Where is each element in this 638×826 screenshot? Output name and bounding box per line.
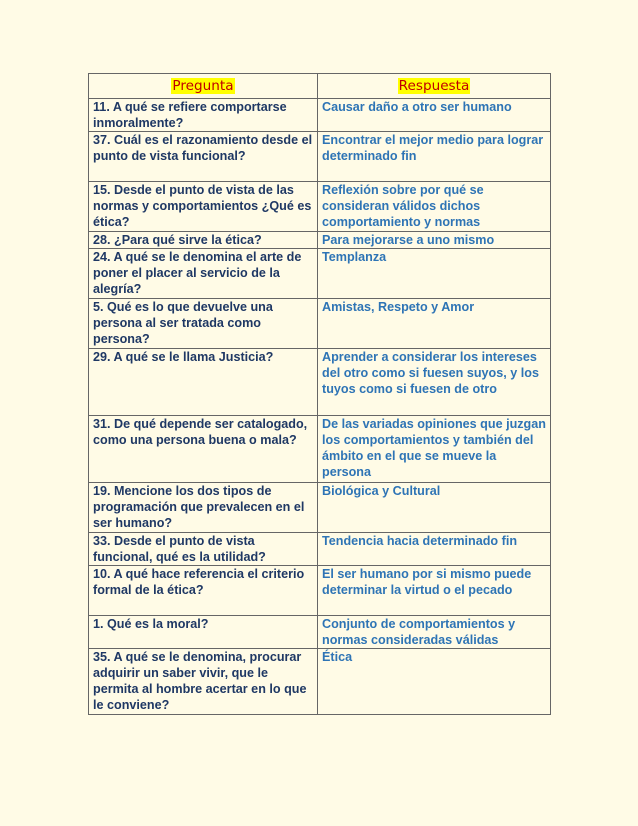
table-row <box>89 349 551 416</box>
question-cell: 11. A qué se refiere comportarse inmoralmente? <box>89 99 318 132</box>
header-question-label: Pregunta <box>172 78 234 94</box>
table-row <box>89 416 551 483</box>
question-cell: 35. A qué se le denomina, procurar adquirir un saber vivir, que le permita al hombre acertar en lo que le conviene? <box>89 649 318 715</box>
question-cell: 28. ¿Para qué sirve la ética? <box>89 232 318 249</box>
question-cell: 37. Cuál es el razonamiento desde el punto de vista funcional? <box>89 132 318 182</box>
question-cell: 29. A qué se le llama Justicia? <box>89 349 318 416</box>
table-row <box>89 299 551 349</box>
question-cell: 24. A qué se le denomina el arte de poner el placer al servicio de la alegría? <box>89 249 318 299</box>
table-row <box>89 483 551 533</box>
header-answer-label: Respuesta <box>398 78 470 94</box>
qa-table <box>88 73 551 715</box>
question-cell: 15. Desde el punto de vista de las normas y comportamientos ¿Qué es ética? <box>89 182 318 232</box>
table-row <box>89 616 551 649</box>
question-cell: 19. Mencione los dos tipos de programación que prevalecen en el ser humano? <box>89 483 318 533</box>
question-cell: 10. A qué hace referencia el criterio formal de la ética? <box>89 566 318 616</box>
table-row <box>89 99 551 132</box>
answer-cell: Para mejorarse a uno mismo <box>318 232 551 249</box>
answer-cell: El ser humano por si mismo puede determinar la virtud o el pecado <box>318 566 551 616</box>
question-cell: 5. Qué es lo que devuelve una persona al ser tratada como persona? <box>89 299 318 349</box>
question-cell: 31. De qué depende ser catalogado, como una persona buena o mala? <box>89 416 318 483</box>
table-header-row <box>89 74 551 99</box>
answer-cell: Aprender a considerar los intereses del otro como si fuesen suyos, y los tuyos como si fuesen de otro <box>318 349 551 416</box>
table-row <box>89 566 551 616</box>
answer-cell: Reflexión sobre por qué se consideran válidos dichos comportamiento y normas <box>318 182 551 232</box>
question-cell: 33. Desde el punto de vista funcional, qué es la utilidad? <box>89 533 318 566</box>
table-row <box>89 132 551 182</box>
table-row <box>89 182 551 232</box>
table-row <box>89 533 551 566</box>
answer-cell: Encontrar el mejor medio para lograr determinado fin <box>318 132 551 182</box>
table-row <box>89 649 551 715</box>
answer-cell: Templanza <box>318 249 551 299</box>
table-row <box>89 249 551 299</box>
header-answer <box>318 74 551 99</box>
answer-cell: De las variadas opiniones que juzgan los comportamientos y también del ámbito en el que se mueve la persona <box>318 416 551 483</box>
answer-cell: Conjunto de comportamientos y normas consideradas válidas <box>318 616 551 649</box>
answer-cell: Biológica y Cultural <box>318 483 551 533</box>
table-row <box>89 232 551 249</box>
header-question <box>89 74 318 99</box>
answer-cell: Ética <box>318 649 551 715</box>
question-cell: 1. Qué es la moral? <box>89 616 318 649</box>
answer-cell: Amistas, Respeto y Amor <box>318 299 551 349</box>
answer-cell: Causar daño a otro ser humano <box>318 99 551 132</box>
answer-cell: Tendencia hacia determinado fin <box>318 533 551 566</box>
